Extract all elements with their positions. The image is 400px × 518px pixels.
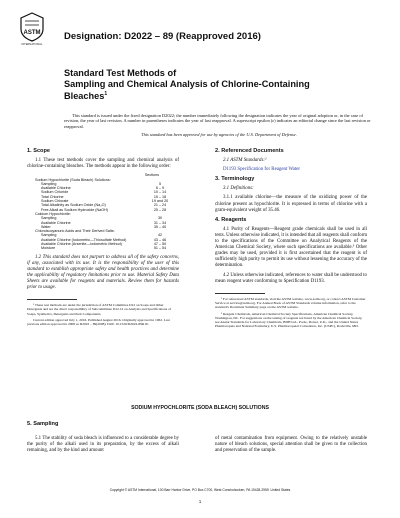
title-line-2: Sampling and Chemical Analysis of Chlorine-Containing — [64, 78, 310, 89]
sampling-paragraph-right: of metal contamination from equipment. Owing to the relatively unstable nature of bleach solutions, special attention shall be given to the collection and preservation of the sample. — [215, 436, 367, 454]
sampling-paragraph-left: 5.1 The stability of soda bleach is influenced to a considerable degree by the purity of the alkali used in its preparation, by the excess of alkali remaining, and by the kind and amount — [27, 436, 179, 454]
terminology-paragraph-1: 3.1 Definitions: — [223, 186, 254, 192]
method-section: 21 – 24 — [153, 203, 167, 208]
method-label: Total Alkalinity as Sodium Oxide (Na₂O) — [41, 203, 106, 208]
method-label: Calcium Hypochlorite: — [35, 211, 71, 216]
reagents-paragraph-2: 4.2 Unless otherwise indicated, references to water shall be understood to mean reagent water conforming to Specification D1193. — [215, 272, 367, 284]
methods-table-rows — [35, 178, 179, 251]
method-label: Available Chlorine — [41, 186, 71, 191]
method-section: 42 — [157, 233, 163, 238]
preamble-notice: This standard is issued under the fixed designation D2022; the number immediately following the designation indicates the year of original adoption or, in the case of revision, the year of last revision. A number in parentheses indicates the year of last reapproval. A superscript epsilon (ε) indicates an editorial change since the last revision or reapproval. — [64, 113, 371, 129]
methods-table-header: Sections — [144, 173, 159, 178]
method-section: 15 – 18 — [153, 194, 167, 199]
method-label: Available Chlorine (Arsenite—Iodometric Method) — [41, 242, 122, 247]
footnote-1: ¹ These test methods are under the jurisdiction of ASTM Committee D12 on Soaps and Other Detergents and are the direct responsibility of Subcommittee D12.12 on Analysis and Specifications of Soaps, Synthetics, Detergents and their Components. — [27, 303, 171, 316]
method-section: 5 — [158, 181, 162, 186]
method-label: Available Chlorine (Iodometric—Thiosulfate Method) — [41, 237, 127, 242]
footnote-2: ² For referenced ASTM standards, visit the ASTM website, www.astm.org, or contact ASTM Customer Service at service@astm.org. For Annual Book of ASTM Standards volume information, refer to the standard's Document Summary page on the ASTM website. — [215, 296, 366, 310]
section-title: SODIUM HYPOCHLORITE (SODA BLEACH) SOLUTIONS — [131, 405, 269, 411]
title-line-1: Standard Test Methods of — [64, 68, 177, 78]
scope-paragraph-1: 1.1 These test methods cover the sampling and chemical analysis of chlorine-containing bleaches. The methods appear in the following order: — [27, 158, 179, 170]
scope-paragraph-2: 1.2 This standard does not purport to address all of the safety concerns, if any, associated with its use. It is the responsibility of the user of this standard to establish appropriate safety and health practices and determine the applicability of regulatory limitations prior to use. Material Safety Data Sheets are available for reagents and materials. Review them for hazards prior to usage. — [27, 254, 179, 291]
title-line-3 — [64, 89, 374, 102]
page-number: 1 — [198, 499, 202, 504]
method-label: Sodium Chlorate — [41, 199, 69, 204]
astm-logo-icon — [19, 12, 45, 42]
svg-text:ASTM: ASTM — [23, 30, 41, 36]
preamble-dod-notice: This standard has been approved for use by agencies of the U.S. Department of Defense. — [141, 132, 297, 138]
method-label: Water — [41, 224, 51, 229]
footnote-divider — [27, 299, 77, 300]
designation: Designation: D2022 – 89 (Reapproved 2016) — [64, 31, 261, 42]
method-section: 31 – 34 — [153, 220, 167, 225]
method-section: 51 – 54 — [153, 246, 167, 251]
method-section: 43 – 46 — [153, 237, 167, 242]
footnote-edition: Current edition approved July 1, 2016. Published August 2016. Originally approved in 1962. Last previous edition approved in 2008 as D2022 – 89(2008). DOI: 10.1520/D2022-89R16. — [27, 318, 170, 327]
title-footnote-marker: 1 — [104, 91, 108, 97]
references-heading: 2. Referenced Documents — [215, 148, 284, 154]
sampling-heading: 5. Sampling — [27, 421, 59, 427]
method-label: Sodium Chloride — [41, 190, 69, 195]
reference-link-d1193[interactable]: D1193 Specification for Reagent Water — [223, 167, 301, 173]
method-label: Sodium Hypochlorite (Soda Bleach) Solutions: — [35, 177, 111, 182]
footnote-3: ³ Reagent Chemicals, American Chemical Society Specifications, American Chemical Society, Washington, DC. For suggestions on the testing of reagents not listed by the American Chemical Society, see Analar Standards for Laboratory Chemicals, BDH Ltd., Poole, Dorset, U.K., and the United States Pharmacopeia and National Formulary, U.S. Pharmacopeial Convention, Inc. (USPC), Rockville, MD. — [215, 311, 363, 329]
reagents-heading: 4. Reagents — [215, 216, 247, 223]
method-label: Chloroisocyanuric Acids and Their Derived Salts: — [35, 229, 115, 234]
document-title — [64, 68, 374, 102]
method-label: Sampling — [41, 181, 57, 186]
method-section: 19 and 20 — [151, 199, 169, 204]
logo-caption: INTERNATIONAL — [21, 43, 43, 46]
footnote-divider-right — [215, 293, 265, 294]
method-label: Free Alkali as Sodium Hydroxide (NaOH) — [41, 207, 109, 212]
copyright-notice: Copyright © ASTM International, 100 Barr Harbor Drive, PO Box C700, West Conshohocken, PA 19428-2959. United States — [109, 488, 291, 492]
terminology-heading: 3. Terminology — [215, 176, 255, 183]
method-label: Available Chlorine — [41, 220, 71, 225]
method-section: 35 – 40 — [153, 224, 167, 229]
method-section: 10 – 14 — [153, 190, 167, 195]
terminology-paragraph-2: 3.1.1 available chlorine—the measure of the oxidizing power of the chlorine present as hypochlorite. It is expressed in terms of chlorine with a gram-equivalent weight of 35.46. — [215, 195, 367, 213]
references-paragraph: 2.1 ASTM Standards:² — [223, 158, 267, 164]
method-section: 47 – 50 — [153, 242, 167, 247]
reagents-paragraph-1: 4.1 Purity of Reagents—Reagent grade chemicals shall be used in all tests. Unless otherwise indicated, it is intended that all reagents shall conform to the specifications of the Committee on Analytical Reagents of the American Chemical Society, where such specifications are available.³ Other grades may be used, provided it is first ascertained that the reagent is of sufficiently high purity to permit its use without lessening the accuracy of the determination. — [215, 226, 367, 269]
method-label: Sampling — [41, 216, 57, 221]
method-label: Moisture — [41, 246, 56, 251]
title-line-3-text: Bleaches — [64, 91, 105, 102]
method-section: 6 – 9 — [155, 186, 165, 191]
method-label: Sampling — [41, 233, 57, 238]
method-section: 30 — [157, 216, 163, 221]
method-section: 25 – 28 — [153, 207, 167, 212]
methods-table-row — [35, 246, 179, 250]
scope-heading: 1. Scope — [27, 148, 51, 154]
method-label: Total Chlorine — [41, 194, 64, 199]
left-column — [27, 148, 179, 329]
preamble — [64, 113, 374, 141]
right-column — [215, 148, 367, 331]
methods-table — [35, 173, 179, 250]
